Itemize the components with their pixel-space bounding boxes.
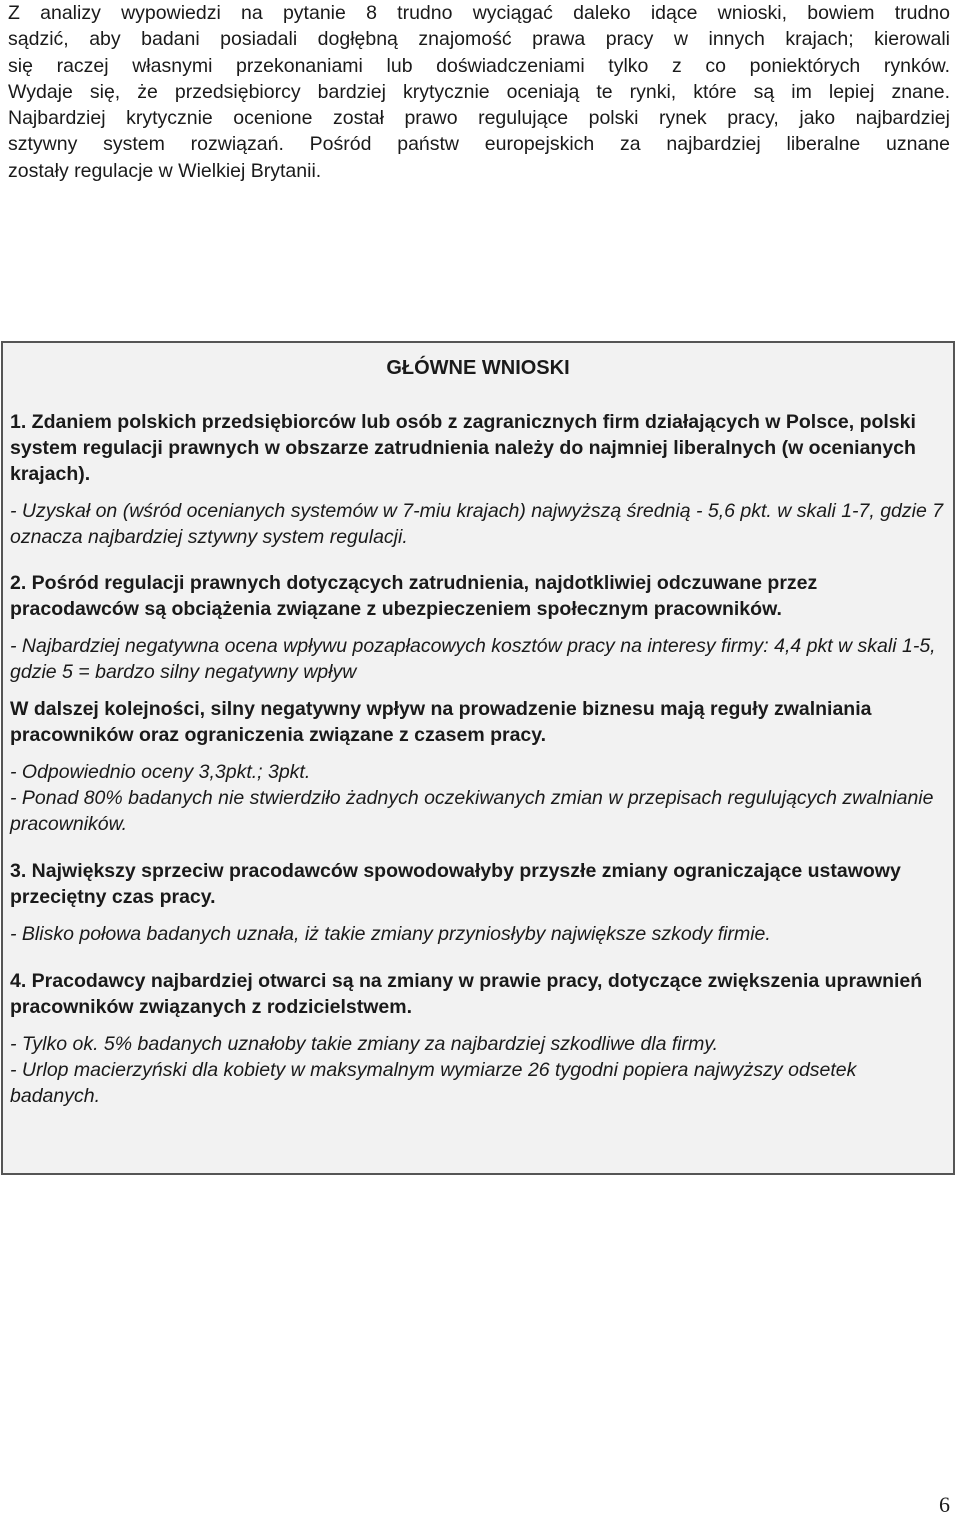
intro-line: sądzić, aby badani posiadali dogłębną znajomość prawa pracy w innych krajach; kierowali — [8, 28, 950, 51]
conclusion-4-note: - Tylko ok. 5% badanych uznałoby takie zmiany za najbardziej szkodliwe dla firmy. — [10, 1033, 719, 1055]
conclusion-4-note-2: - Urlop macierzyński dla kobiety w maksymalnym wymiarze 26 tygodni popiera najwyższy odsetek badanych. — [10, 1059, 857, 1107]
conclusions-title: GŁÓWNE WNIOSKI — [386, 357, 570, 379]
conclusion-2-note-2: - Odpowiednio oceny 3,3pkt.; 3pkt. — [10, 761, 311, 783]
intro-line: Najbardziej krytycznie ocenione został prawo regulujące polski rynek pracy, jako najbardziej — [8, 107, 950, 130]
intro-line: zostały regulacje w Wielkiej Brytanii. — [8, 159, 322, 182]
conclusions-box — [1, 341, 955, 1175]
conclusion-1-note: - Uzyskał on (wśród ocenianych systemów w 7-miu krajach) najwyższą średnią - 5,6 pkt. w skali 1-7, gdzie 7 oznacza najbardziej sztywny system regulacji. — [10, 500, 944, 548]
conclusion-2-sub: W dalszej kolejności, silny negatywny wpływ na prowadzenie biznesu mają reguły zwalniania pracowników oraz ograniczenia związane z czasem pracy. — [10, 698, 872, 746]
conclusion-2-note: - Najbardziej negatywna ocena wpływu pozapłacowych kosztów pracy na interesy firmy: 4,4 pkt w skali 1-5, gdzie 5 = bardzo silny negatywny wpływ — [10, 635, 936, 683]
intro-paragraph — [8, 0, 950, 184]
intro-line: sztywny system rozwiązań. Pośród państw europejskich za najbardziej liberalne uznane — [8, 133, 950, 156]
intro-line: się raczej własnymi przekonaniami lub doświadczeniami tylko z co poniektórych rynków. — [8, 54, 950, 77]
conclusion-3: 3. Największy sprzeciw pracodawców spowodowałyby przyszłe zmiany ograniczające ustawowy przeciętny czas pracy. — [10, 860, 901, 908]
intro-line: Wydaje się, że przedsiębiorcy bardziej krytycznie oceniają te rynki, które są im lepiej znane. — [8, 80, 950, 103]
conclusion-2: 2. Pośród regulacji prawnych dotyczących zatrudnienia, najdotkliwiej odczuwane przez pracodawców są obciążenia związane z ubezpieczeniem społecznym pracowników. — [10, 572, 818, 620]
page-number: 6 — [939, 1492, 950, 1517]
intro-line: Z analizy wypowiedzi na pytanie 8 trudno wyciągać daleko idące wnioski, bowiem trudno — [8, 2, 950, 24]
conclusions-content — [10, 409, 945, 1109]
conclusion-3-note: - Blisko połowa badanych uznała, iż takie zmiany przyniosłyby największe szkody firmie. — [10, 923, 771, 945]
conclusion-2-note-3: - Ponad 80% badanych nie stwierdziło żadnych oczekiwanych zmian w przepisach regulujących zwalnianie pracowników. — [10, 787, 934, 835]
conclusion-1: 1. Zdaniem polskich przedsiębiorców lub osób z zagranicznych firm działających w Polsce, polski system regulacji prawnych w obszarze zatrudnienia należy do najmniej liberalnych (w ocenianych krajach). — [10, 411, 916, 485]
conclusion-4: 4. Pracodawcy najbardziej otwarci są na zmiany w prawie pracy, dotyczące zwiększenia uprawnień pracowników związanych z rodzicielstwem. — [10, 970, 923, 1018]
